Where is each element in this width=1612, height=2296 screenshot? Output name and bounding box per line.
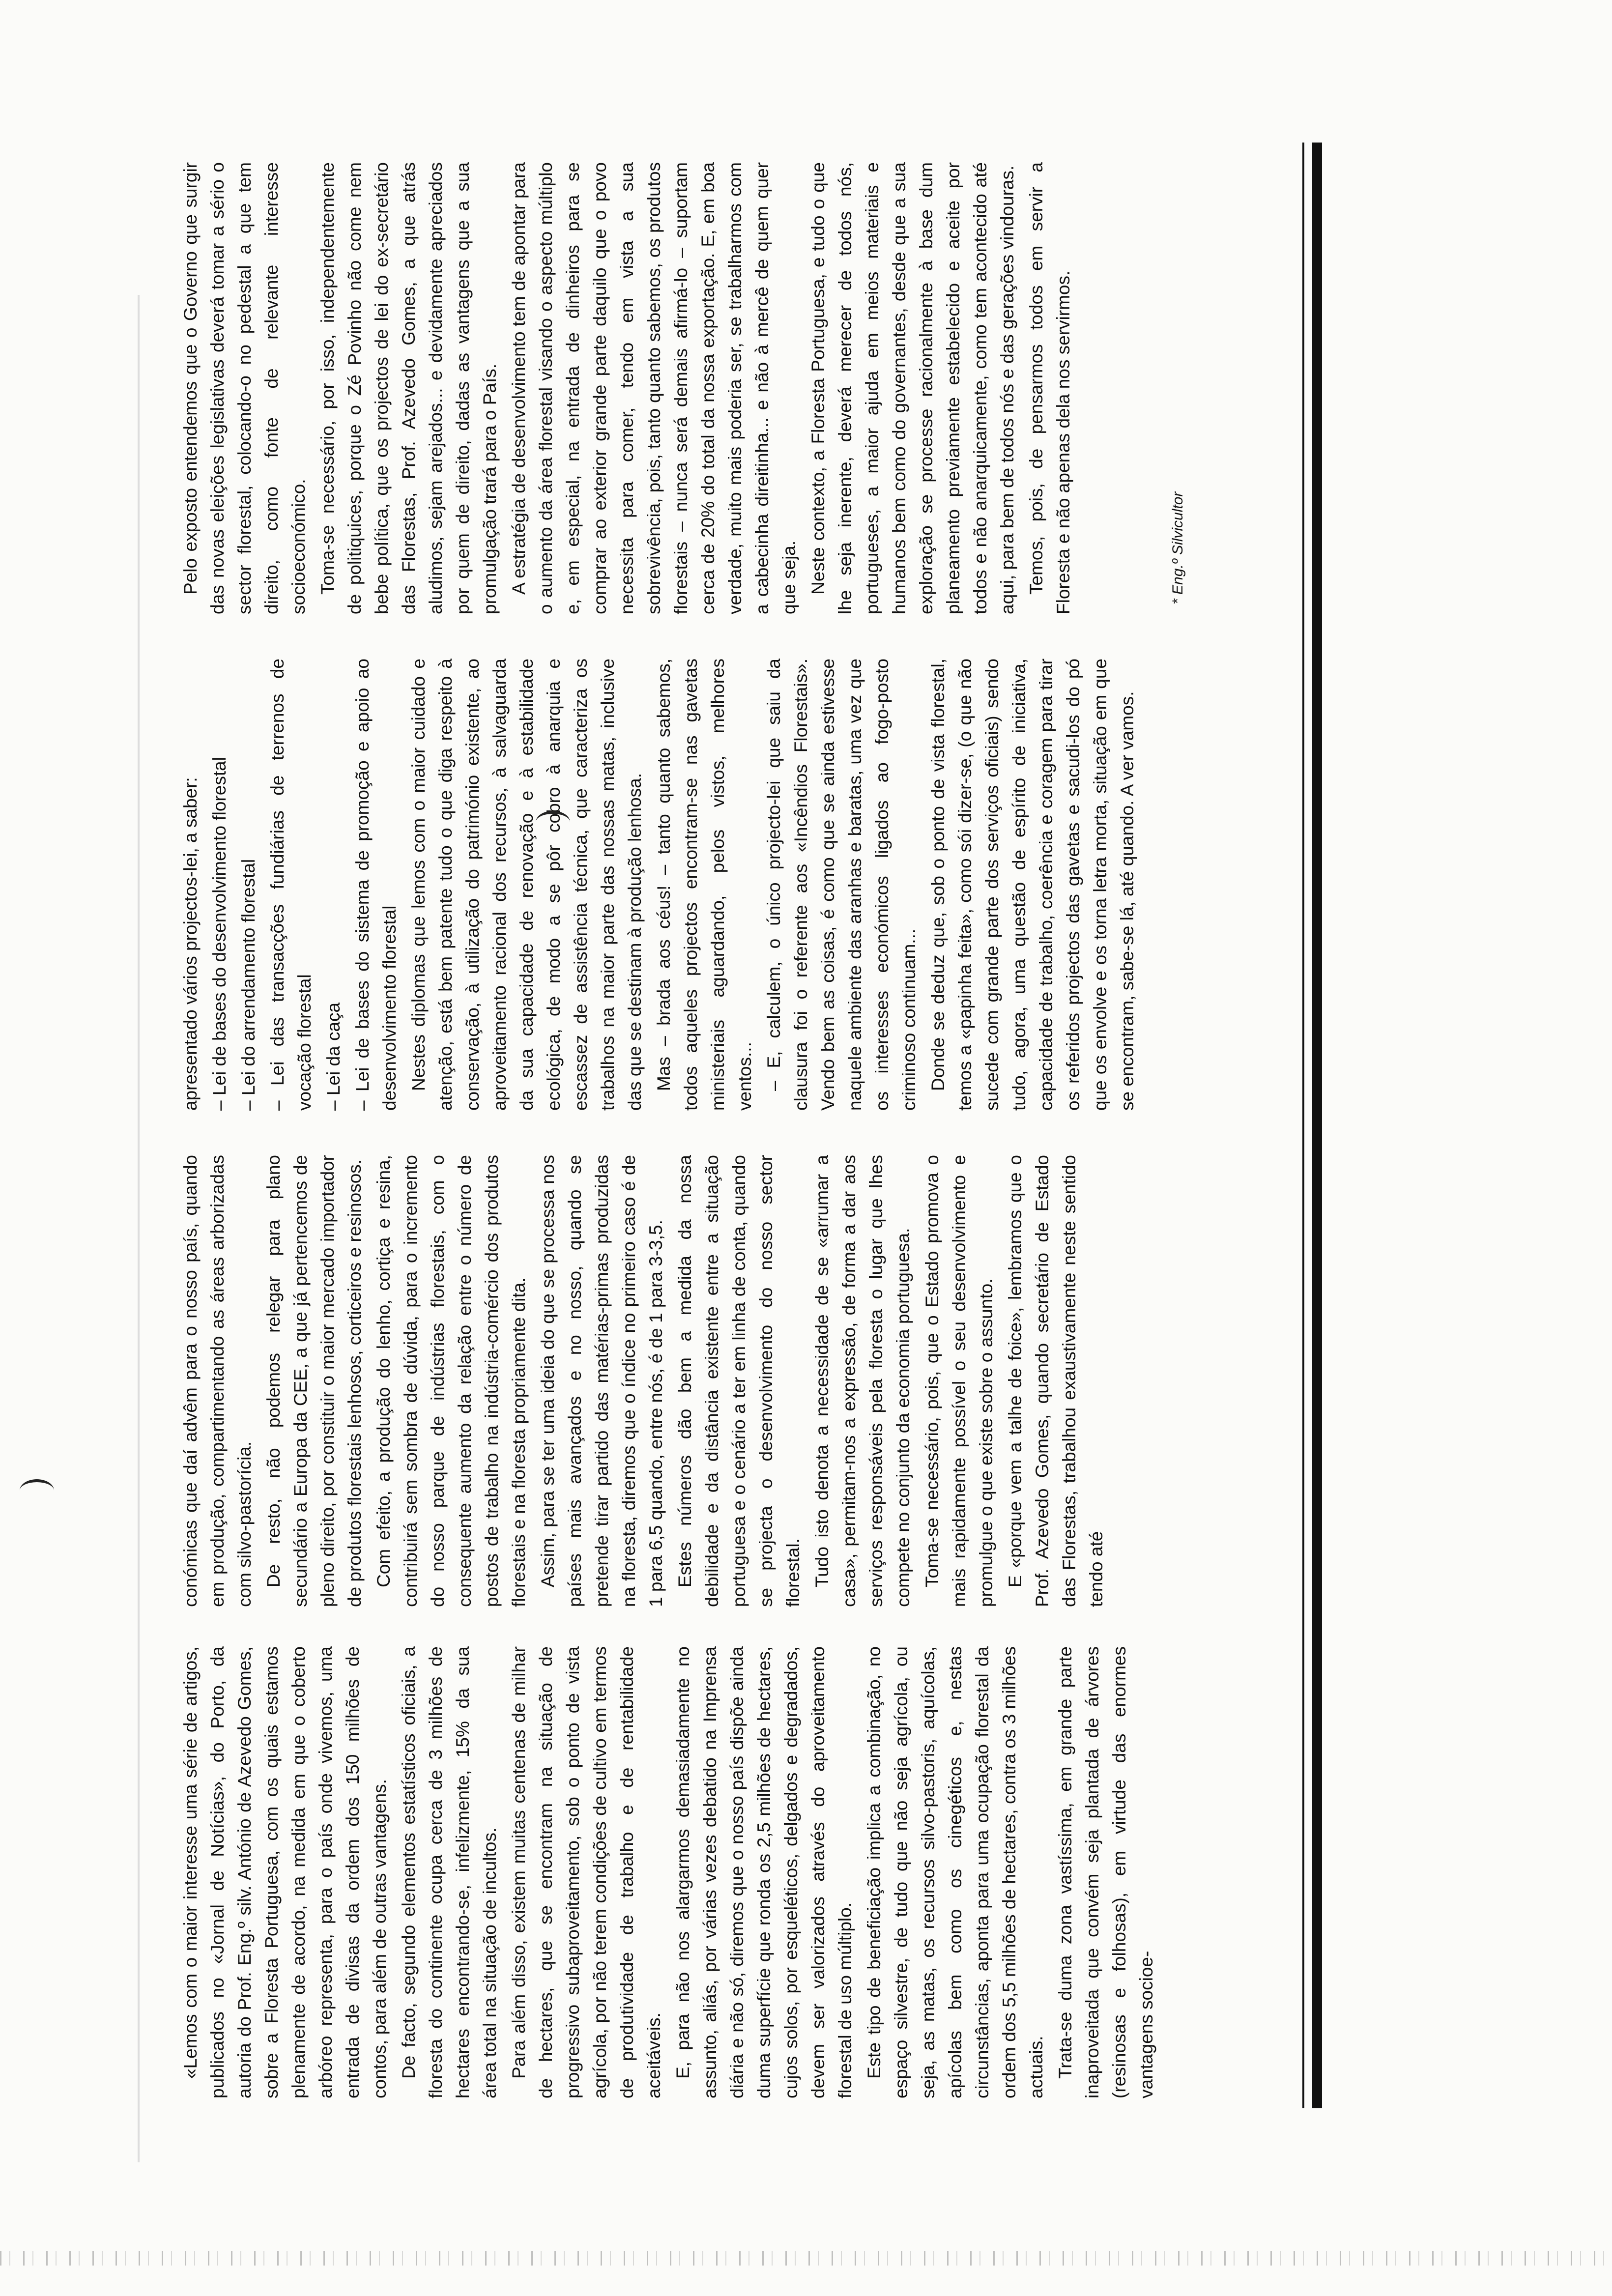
- law-list-item: – Lei de bases do sistema de promoção e apoio ao desenvolvimento florestal: [352, 659, 400, 1111]
- column-1-paragraph: De facto, segundo elementos estatísticos oficiais, a floresta do continente ocupa cerca de 3 milhões de hectares encontrando-se, infelizmente, 15% da sua área total na situação de incultos.: [399, 1646, 500, 2098]
- column-2-paragraph: De resto, não podemos relegar para plano secundário a Europa da CEE, a que já pertencemos de pleno direito, por constituir o maior mercado importador de produtos florestais lenhosos, corticeiros e resinosos.: [263, 1155, 365, 1607]
- column-4-paragraph: Neste contexto, a Floresta Portuguesa, e tudo o que lhe seja inerente, deverá merecer de todos nós, portugueses, a maior ajuda em meios materiais e humanos bem como do governantes, desde que a sua exploração se processe racionalmente à base dum planeamento previamente estabelecido e aceite por todos e não anarquicamente, como tem acontecido até aqui, para bem de todos nós e das gerações vindouras.: [808, 162, 1017, 614]
- column-1-paragraph: Para além disso, existem muitas centenas de milhar de hectares, que se encontram na situação de progressivo subaproveitamento, sob o ponto de vista agrícola, por não terem condições de cultivo em termos de produtividade de trabalho e de rentabilidade aceitáveis.: [509, 1646, 664, 2098]
- margin-mark: [20, 1479, 54, 1502]
- column-2-paragraph: Toma-se necessário, pois, que o Estado promova o mais rapidamente possível o seu desenvolvimento e promulgue o que existe sobre o assunto.: [922, 1155, 996, 1607]
- scan-noise-strip: [0, 2251, 1612, 2266]
- article-column-3: [177, 659, 1293, 1111]
- column-2-paragraph: Assim, para se ter uma ideia do que se processa nos países mais avançados e no nosso, quando se pretende tirar partido das matérias-primas produzidas na floresta, diremos que o índice no primeiro caso é de 1 para 6,5 quando, entre nós, é de 1 para 3-3,5.: [538, 1155, 666, 1607]
- top-rule-thin: [1302, 143, 1304, 2108]
- law-list-item: – Lei do arrendamento florestal: [238, 859, 259, 1111]
- column-3-paragraph: Donde se deduz que, sob o ponto de vista florestal, temos a «papinha feita», como sói dizer-se, (o que não sucede com grande parte dos serviços oficiais) sendo tudo, agora, uma questão de espírito de iniciativa, capacidade de trabalho, coerência e coragem para tirar os referidos projectos das gavetas e sacudi-los do pó que os envolve e os torna letra morta, situação em que se encontram, sabe-se lá, até quando. A ver vamos.: [928, 659, 1137, 1111]
- column-3-paragraph: Nestes diplomas que lemos com o maior cuidado e atenção, está bem patente tudo o que diga respeito à conservação, à utilização do património existente, ao aproveitamento racional dos recursos, à salvaguarda da sua capacidade de renovação e à estabilidade ecológica, de modo a se pôr cobro à anarquia e escassez de assistência técnica, que caracteriza os trabalhos na maior parte das nossas matas, inclusive das que se destinam à produção lenhosa.: [408, 659, 645, 1111]
- column-3-paragraph: – E, calculem, o único projecto-lei que saiu da clausura foi o referente aos «Incêndios Florestais». Vendo bem as coisas, é como que se ainda estivesse naquele ambiente das aranhas e baratas, uma vez que os interesses económicos ligados ao fogo-posto criminoso continuam...: [764, 659, 919, 1111]
- law-list-item: – Lei de bases do desenvolvimento florestal: [209, 757, 230, 1111]
- column-4-paragraph: Toma-se necessário, por isso, independentemente de politiquices, porque o Zé Povinho não come nem bebe política, que os projectos de lei do ex-secretário das Florestas, Prof. Azevedo Gomes, a que atrás aludimos, sejam arejados... e devidamente apreciados por quem de direito, dadas as vantagens que a sua promulgação trará para o País.: [317, 162, 500, 614]
- column-1-paragraph: E, para não nos alargarmos demasiadamente no assunto, aliás, por várias vezes debatido na Imprensa diária e não só, diremos que o nosso país dispõe ainda duma superfície que ronda os 2,5 milhões de hectares, cujos solos, por esqueléticos, delgados e degradados, devem ser valorizados através do aproveitamento florestal de uso múltiplo.: [673, 1646, 855, 2098]
- column-2-paragraph: E «porque vem a talhe de foice», lembramos que o Prof. Azevedo Gomes, quando secretário de Estado das Florestas, trabalhou exaustivamente neste sentido tendo até: [1005, 1155, 1106, 1607]
- column-2-paragraph: conómicas que daí advêm para o nosso país, quando em produção, compartimentando as áreas arborizadas com silvo-pastorícia.: [180, 1155, 255, 1607]
- newspaper-clipping: [177, 143, 1337, 2108]
- column-2-paragraph: Estes números dão bem a medida da nossa debilidade e da distância existente entre a situação portuguesa e o cenário a ter em linha de conta, quando se projecta o desenvolvimento do nosso sector florestal.: [675, 1155, 803, 1607]
- column-2-paragraph: Tudo isto denota a necessidade de se «arrumar a casa», permitam-nos a expressão, de forma a dar aos serviços responsáveis pela floresta o lugar que lhes compete no conjunto da economia portuguesa.: [812, 1155, 913, 1607]
- scan-shadow-line: [138, 295, 140, 2162]
- author-signature: * Eng.º Silvicultor: [1170, 491, 1186, 604]
- margin-mark: [536, 811, 570, 833]
- top-rule-thick: [1312, 143, 1322, 2108]
- article-column-4: [177, 162, 1293, 614]
- column-4-paragraph: Temos, pois, de pensarmos todos em servir a Floresta e não apenas dela nos servirmos.: [1026, 162, 1073, 614]
- column-3-paragraph: apresentado vários projectos-lei, a saber:: [180, 777, 201, 1111]
- column-4-paragraph: A estratégia de desenvolvimento tem de apontar para o aumento da área florestal visando o aspecto múltiplo e, em especial, na entrada de dinheiros para se comprar ao exterior grande parte daquilo que o povo necessita para comer, tendo em vista a sua sobrevivência, pois, tanto quanto sabemos, os produtos florestais – nunca será demais afirmá-lo – suportam cerca de 20% do total da nossa exportação. E, em boa verdade, muito mais poderia ser, se trabalharmos com a cabecinha direitinha... e não à mercê de quem quer que seja.: [509, 162, 799, 614]
- law-list-item: – Lei das transacções fundiárias de terrenos de vocação florestal: [267, 659, 315, 1111]
- law-list-item: – Lei da caça: [323, 1002, 344, 1111]
- column-1-paragraph: Trata-se duma zona vastíssima, em grande parte inaproveitada que convém seja plantada de árvores (resinosas e folhosas), em virtude das enormes vantagens socioe-: [1055, 1646, 1156, 2098]
- column-2-paragraph: Com efeito, a produção do lenho, cortiça e resina, contribuirá sem sombra de dúvida, para o incremento do nosso parque de indústrias florestais, com o consequente aumento da relação entre o número de postos de trabalho na indústria-comércio dos produtos florestais e na floresta propriamente dita.: [374, 1155, 529, 1607]
- column-1-paragraph: Este tipo de beneficiação implica a combinação, no espaço silvestre, de tudo que não seja agrícola, ou seja, as matas, os recursos silvo-pastoris, aquícolas, apícolas bem como os cinegéticos e, nestas circunstâncias, aponta para uma ocupação florestal da ordem dos 5,5 milhões de hectares, contra os 3 milhões actuais.: [864, 1646, 1046, 2098]
- article-column-2: [177, 1155, 1293, 1607]
- column-3-paragraph: Mas – brada aos céus! – tanto quanto sabemos, todos aqueles projectos encontram-se nas gavetas ministeriais aguardando, pelos vistos, melhores ventos...: [654, 659, 755, 1111]
- article-column-1: [177, 1646, 1293, 2098]
- column-1-paragraph: «Lemos com o maior interesse uma série de artigos, publicados no «Jornal de Notícias», do Porto, da autoria do Prof. Eng.º silv. António de Azevedo Gomes, sobre a Floresta Portuguesa, com os quais estamos plenamente de acordo, na medida em que o coberto arbóreo representa, para o país onde vivemos, uma entrada de divisas da ordem dos 150 milhões de contos, para além de outras vantagens.: [180, 1646, 390, 2098]
- column-4-paragraph: Pelo exposto entendemos que o Governo que surgir das novas eleições legislativas deverá tomar a sério o sector florestal, colocando-o no pedestal a que tem direito, como fonte de relevante interesse socioeconómico.: [180, 162, 309, 614]
